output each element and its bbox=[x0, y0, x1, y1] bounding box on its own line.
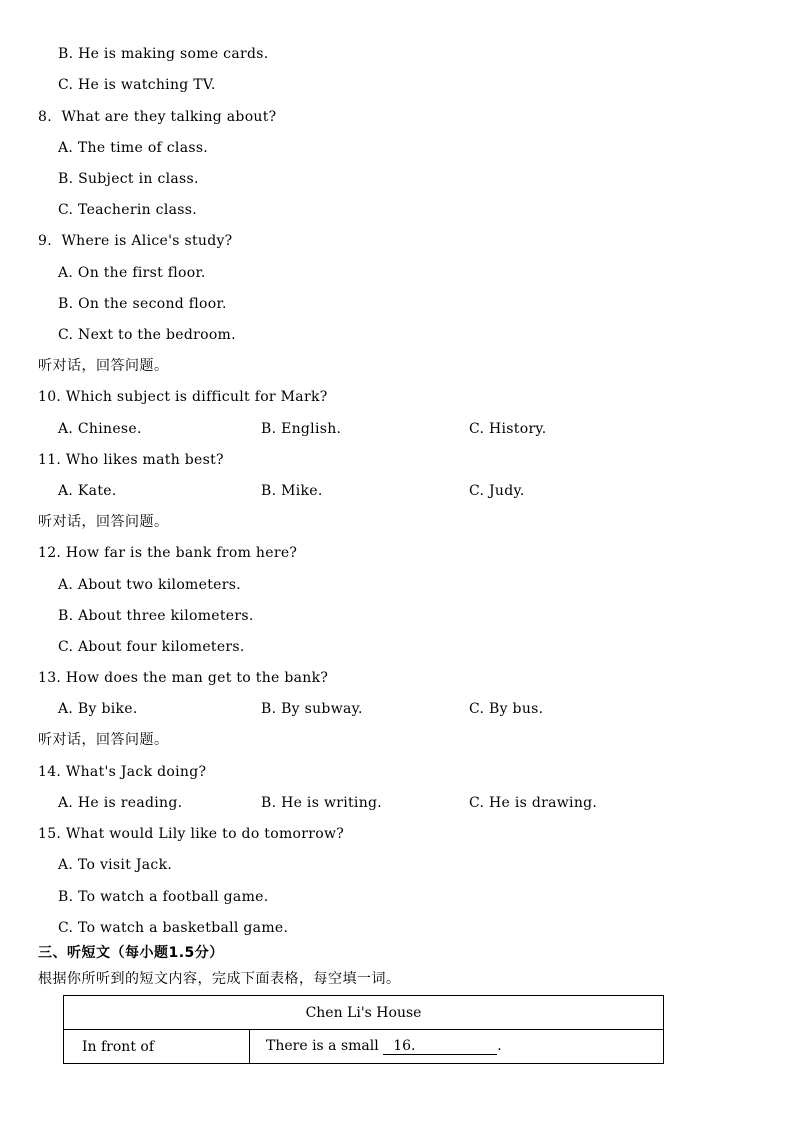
question-8-option-b: B. Subject in class. bbox=[58, 171, 199, 187]
table-row-label: In front of bbox=[64, 1030, 250, 1064]
house-table bbox=[63, 995, 664, 1064]
question-10-option-c: C. History. bbox=[469, 421, 547, 437]
table-row-text: There is a small bbox=[266, 1038, 384, 1054]
question-11-option-c: C. Judy. bbox=[469, 483, 525, 499]
question-7-option-c: C. He is watching TV. bbox=[58, 77, 216, 93]
question-12: 12. How far is the bank from here? bbox=[38, 545, 298, 561]
question-12-option-c: C. About four kilometers. bbox=[58, 639, 245, 655]
question-10-option-b: B. English. bbox=[261, 421, 342, 437]
question-13-option-a: A. By bike. bbox=[58, 701, 138, 717]
question-14-option-b: B. He is writing. bbox=[261, 795, 383, 811]
question-15-option-a: A. To visit Jack. bbox=[58, 857, 173, 873]
question-8-option-c: C. Teacherin class. bbox=[58, 202, 197, 218]
question-12-option-b: B. About three kilometers. bbox=[58, 608, 254, 624]
question-14-option-c: C. He is drawing. bbox=[469, 795, 598, 811]
question-9-option-c: C. Next to the bedroom. bbox=[58, 327, 236, 343]
question-10: 10. Which subject is difficult for Mark? bbox=[38, 389, 328, 405]
instruction-listen-dialogue: 听对话，回答问题。 bbox=[38, 358, 169, 374]
table-row bbox=[64, 1030, 664, 1064]
question-13-option-b: B. By subway. bbox=[261, 701, 363, 717]
table-caption-row bbox=[64, 996, 664, 1030]
instruction-listen-dialogue: 听对话，回答问题。 bbox=[38, 732, 169, 748]
question-12-option-a: A. About two kilometers. bbox=[58, 577, 241, 593]
question-13-option-c: C. By bus. bbox=[469, 701, 544, 717]
question-13: 13. How does the man get to the bank? bbox=[38, 670, 329, 686]
table-caption: Chen Li's House bbox=[64, 996, 664, 1030]
answer-blank-16[interactable]: 16. bbox=[383, 1038, 497, 1055]
question-15-option-c: C. To watch a basketball game. bbox=[58, 920, 289, 936]
question-14-option-a: A. He is reading. bbox=[58, 795, 183, 811]
table-row-content bbox=[250, 1030, 664, 1064]
question-9-option-b: B. On the second floor. bbox=[58, 296, 227, 312]
question-10-option-a: A. Chinese. bbox=[58, 421, 142, 437]
section-3-instruction: 根据你所听到的短文内容，完成下面表格，每空填一词。 bbox=[38, 971, 401, 987]
table-row-period: . bbox=[497, 1038, 502, 1054]
question-11-option-a: A. Kate. bbox=[58, 483, 117, 499]
section-3-title: 三、听短文（每小题1.5分） bbox=[38, 945, 224, 961]
instruction-listen-dialogue: 听对话，回答问题。 bbox=[38, 514, 169, 530]
question-8: 8. What are they talking about? bbox=[38, 109, 277, 125]
question-9: 9. Where is Alice's study? bbox=[38, 233, 233, 249]
question-11-option-b: B. Mike. bbox=[261, 483, 323, 499]
question-7-option-b: B. He is making some cards. bbox=[58, 46, 269, 62]
question-9-option-a: A. On the first floor. bbox=[58, 265, 206, 281]
question-14: 14. What's Jack doing? bbox=[38, 764, 207, 780]
question-15-option-b: B. To watch a football game. bbox=[58, 889, 269, 905]
question-11: 11. Who likes math best? bbox=[38, 452, 224, 468]
question-15: 15. What would Lily like to do tomorrow? bbox=[38, 826, 345, 842]
question-8-option-a: A. The time of class. bbox=[58, 140, 209, 156]
